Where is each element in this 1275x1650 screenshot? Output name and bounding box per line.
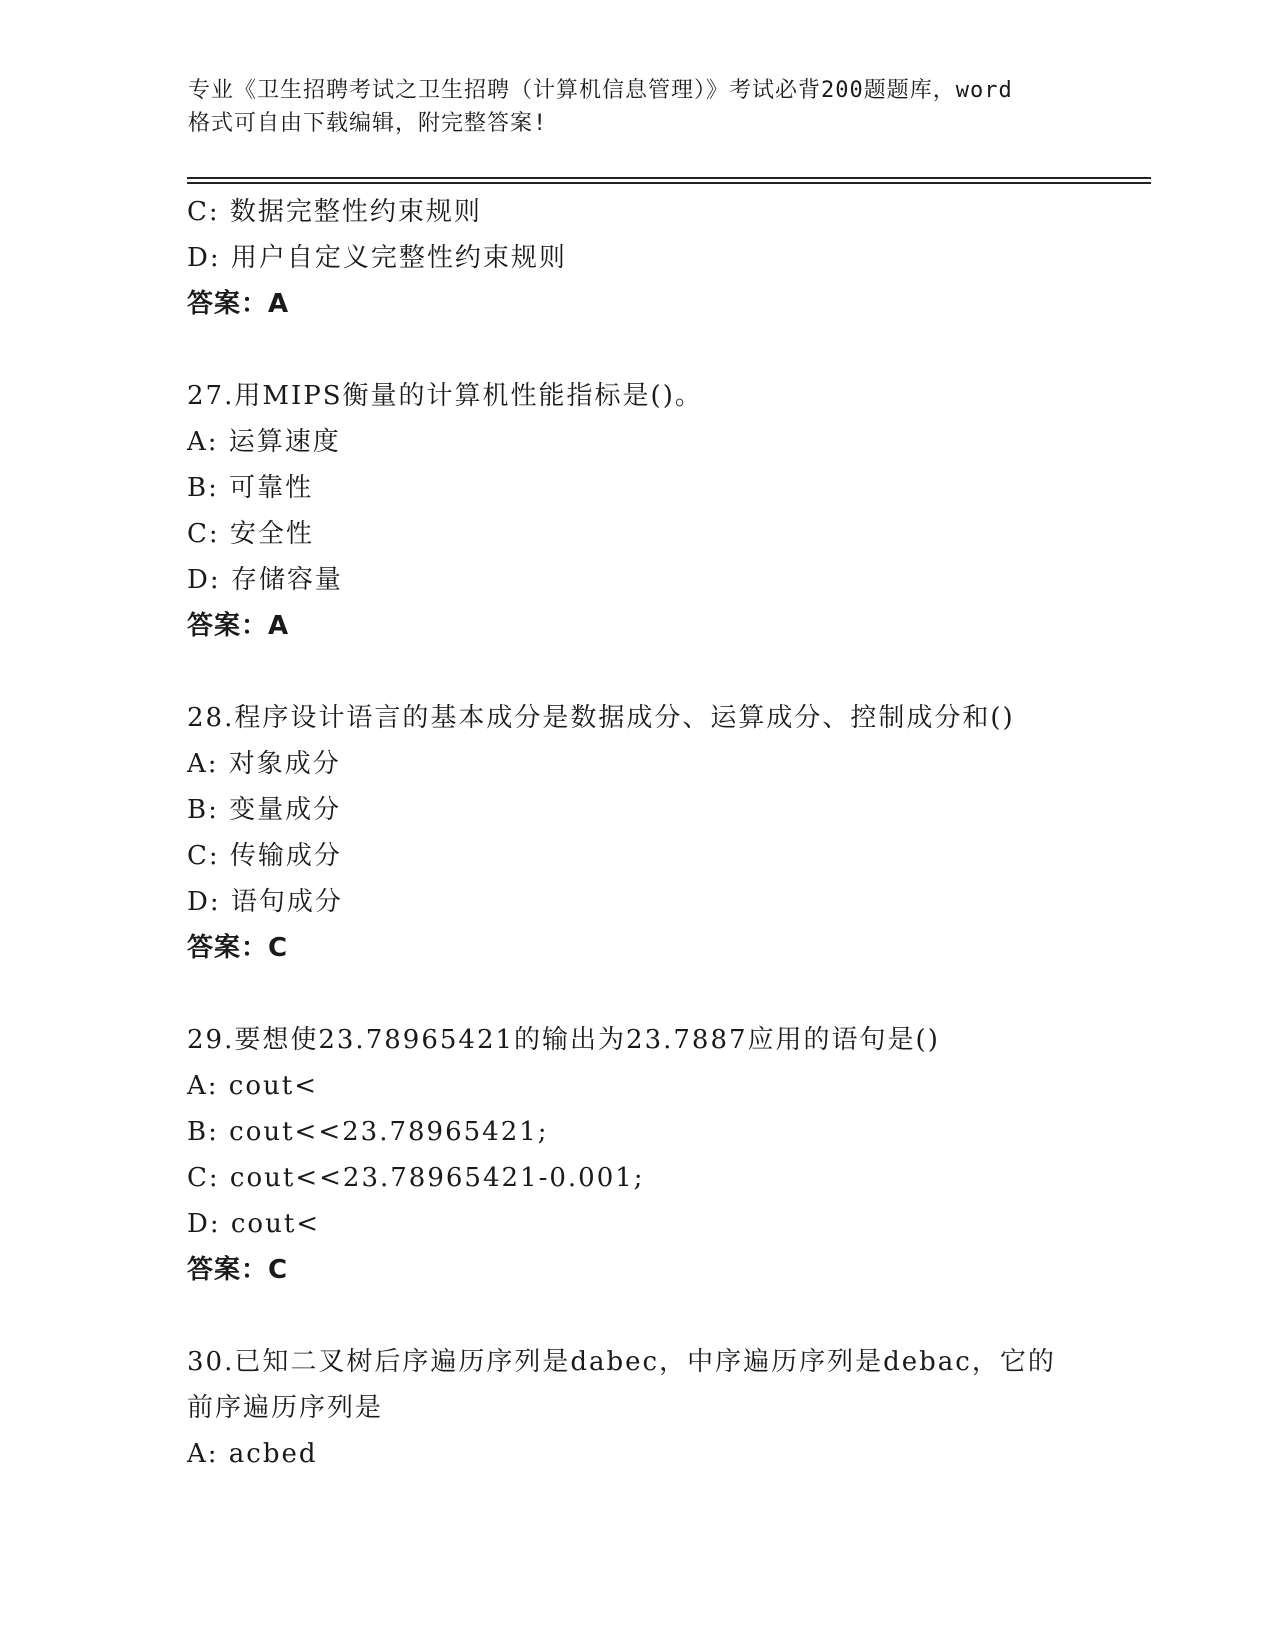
header-line-2: 格式可自由下载编辑，附完整答案!	[188, 111, 548, 136]
question-list	[187, 189, 1147, 1477]
option-c: C: cout<<23.78965421-0.001;	[187, 1163, 645, 1193]
option-a: A: 对象成分	[187, 749, 341, 779]
spacer	[187, 971, 1147, 1017]
option-a: A: 运算速度	[187, 427, 341, 457]
option-c: C: 安全性	[187, 519, 314, 549]
answer-label: 答案：C	[187, 1255, 289, 1285]
option-a: A: acbed	[187, 1439, 318, 1469]
option-d: D: 存储容量	[187, 565, 343, 595]
option-d: D: 语句成分	[187, 887, 343, 917]
option-b: B: cout<<23.78965421;	[187, 1117, 549, 1147]
spacer	[187, 649, 1147, 695]
question-block-26	[187, 189, 1147, 327]
option-d: D: cout<	[187, 1209, 321, 1239]
header-divider-bottom	[187, 182, 1151, 184]
question-block-28	[187, 695, 1147, 971]
question-block-30	[187, 1339, 1147, 1477]
question-block-29	[187, 1017, 1147, 1293]
question-text-line-1: 30.已知二叉树后序遍历序列是dabec，中序遍历序列是debac，它的	[187, 1347, 1056, 1377]
document-header	[188, 74, 1108, 140]
option-c: C: 数据完整性约束规则	[187, 197, 482, 227]
question-block-27	[187, 373, 1147, 649]
answer-label: 答案：C	[187, 933, 289, 963]
option-c: C: 传输成分	[187, 841, 342, 871]
option-b: B: 变量成分	[187, 795, 342, 825]
answer-label: 答案：A	[187, 289, 290, 319]
spacer	[187, 1293, 1147, 1339]
option-d: D: 用户自定义完整性约束规则	[187, 243, 567, 273]
question-text: 29.要想使23.78965421的输出为23.7887应用的语句是()	[187, 1025, 940, 1055]
spacer	[187, 327, 1147, 373]
header-divider-top	[187, 177, 1151, 179]
question-text: 27.用MIPS衡量的计算机性能指标是()。	[187, 381, 703, 411]
question-text-line-2: 前序遍历序列是	[187, 1393, 384, 1423]
header-line-1: 专业《卫生招聘考试之卫生招聘（计算机信息管理）》考试必背200题题库，word	[188, 78, 1013, 103]
option-a: A: cout<	[187, 1071, 318, 1101]
answer-label: 答案：A	[187, 611, 290, 641]
question-text: 28.程序设计语言的基本成分是数据成分、运算成分、控制成分和()	[187, 703, 1015, 733]
option-b: B: 可靠性	[187, 473, 314, 503]
